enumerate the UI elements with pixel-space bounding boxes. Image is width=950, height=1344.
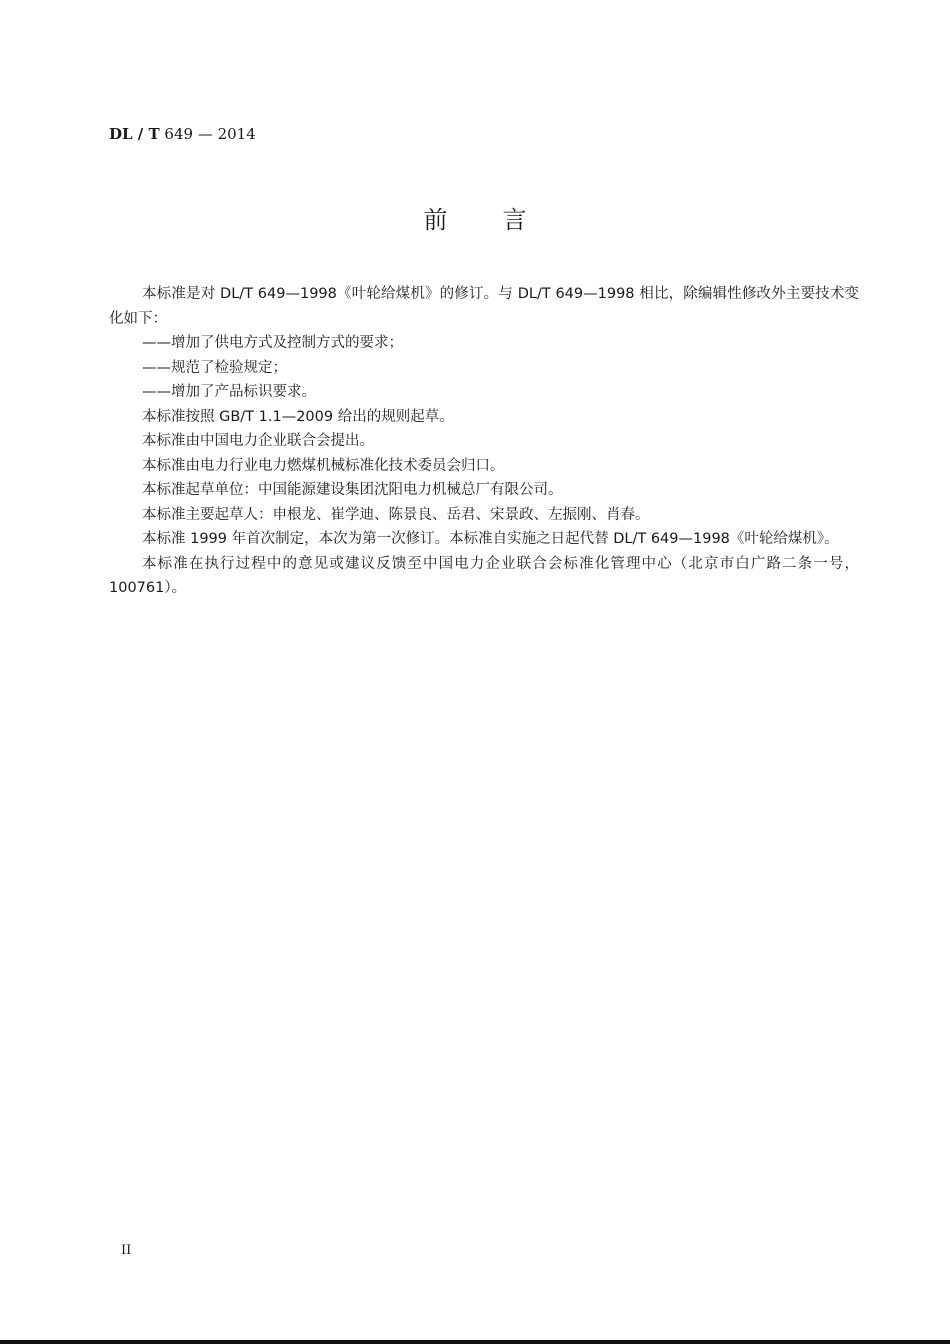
paragraph: 本标准是对 DL/T 649—1998《叶轮给煤机》的修订。与 DL/T 649—1998 相比，除编辑性修改外主要技术变化如下： (109, 286, 859, 327)
paragraph: 本标准主要起草人：申根龙、崔学迪、陈景良、岳君、宋景政、左振刚、肖春。 (142, 506, 650, 523)
paragraph: 本标准在执行过程中的意见或建议反馈至中国电力企业联合会标准化管理中心（北京市白广路二条一号，100761）。 (109, 555, 859, 596)
foreword-body (109, 282, 859, 601)
page-title: 前言 (423, 206, 582, 234)
page-number: II (121, 1243, 132, 1258)
paragraph: 本标准起草单位：中国能源建设集团沈阳电力机械总厂有限公司。 (142, 482, 563, 498)
standard-number: 649 — 2014 (164, 125, 256, 143)
page-bottom-rule (0, 1340, 950, 1344)
list-item: ——增加了产品标识要求。 (142, 384, 316, 400)
paragraph: 本标准由中国电力企业联合会提出。 (142, 433, 374, 449)
paragraph: 本标准由电力行业电力燃煤机械标准化技术委员会归口。 (142, 457, 505, 474)
standard-code: DL / T (109, 125, 160, 143)
paragraph: 本标准按照 GB/T 1.1—2009 给出的规则起草。 (142, 408, 454, 425)
list-item: ——增加了供电方式及控制方式的要求； (142, 335, 403, 351)
standard-header (109, 124, 256, 144)
paragraph: 本标准 1999 年首次制定，本次为第一次修订。本标准自实施之日起代替 DL/T 649—1998《叶轮给煤机》。 (142, 531, 839, 547)
list-item: ——规范了检验规定； (142, 359, 287, 376)
